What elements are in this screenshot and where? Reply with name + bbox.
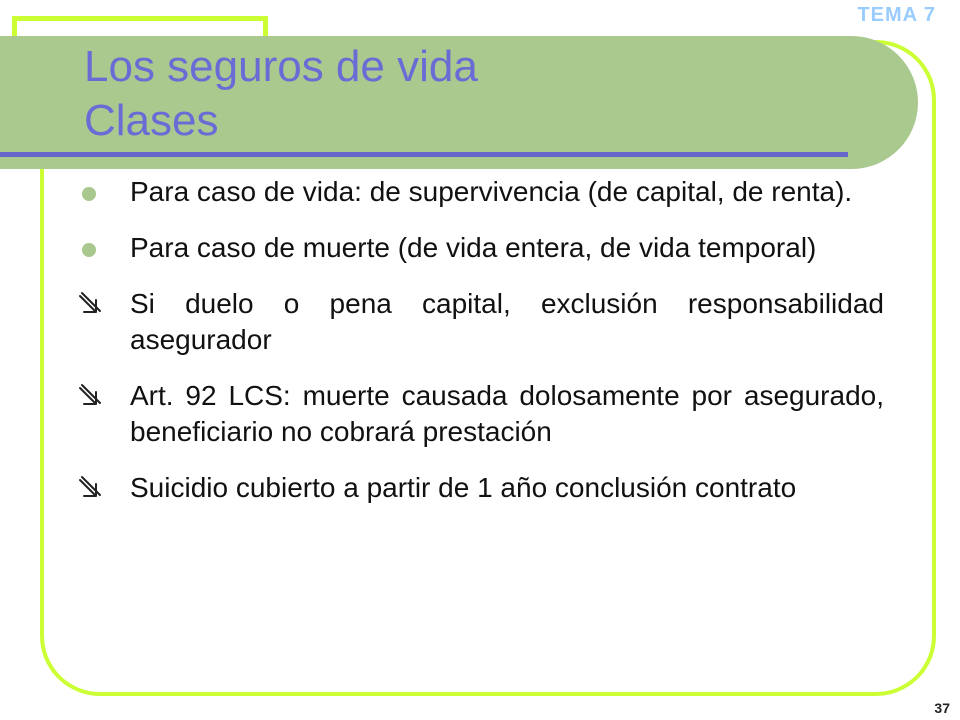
list-item xyxy=(72,470,884,506)
list-item-text: Si duelo o pena capital, exclusión responsabilidad asegurador xyxy=(130,288,884,355)
list-item xyxy=(72,286,884,358)
outline-arrow-icon xyxy=(76,470,106,511)
list-item-text: Suicidio cubierto a partir de 1 año conclusión contrato xyxy=(130,472,797,503)
page-number: 37 xyxy=(934,700,950,716)
list-item-text: Art. 92 LCS: muerte causada dolosamente por asegurado, beneficiario no cobrará prestación xyxy=(130,380,884,447)
outline-arrow-icon xyxy=(76,378,106,419)
bullet-list xyxy=(72,174,884,526)
list-item-text: Para caso de muerte (de vida entera, de vida temporal) xyxy=(130,232,817,263)
list-item xyxy=(72,230,884,266)
outline-arrow-icon xyxy=(76,286,106,327)
list-item xyxy=(72,174,884,210)
title-underline xyxy=(0,152,848,157)
list-item-text: Para caso de vida: de supervivencia (de capital, de renta). xyxy=(130,176,853,207)
list-item xyxy=(72,378,884,450)
section-tag: TEMA 7 xyxy=(857,4,936,26)
slide-title-line-2: Clases xyxy=(84,96,219,145)
round-bullet-icon xyxy=(76,230,96,266)
slide-title-line-1: Los seguros de vida xyxy=(84,42,478,91)
slide-title xyxy=(84,40,478,148)
round-bullet-icon xyxy=(76,174,96,210)
